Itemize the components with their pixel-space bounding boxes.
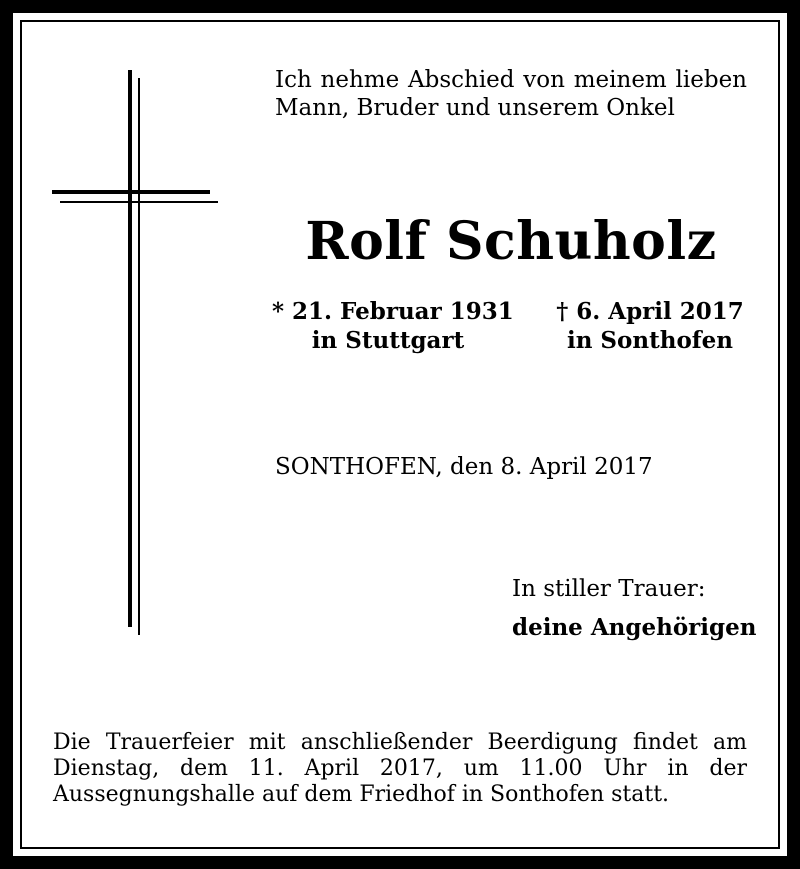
death-info bbox=[553, 297, 747, 355]
birth-info bbox=[272, 297, 514, 355]
cross-horizontal-shadow bbox=[60, 201, 218, 203]
cross-horizontal-bar bbox=[52, 190, 210, 194]
cross-vertical-bar bbox=[128, 70, 132, 627]
mourning-label: In stiller Trauer: bbox=[512, 576, 706, 602]
birth-place: in Stuttgart bbox=[311, 327, 465, 354]
birth-date: * 21. Februar 1931 bbox=[272, 298, 514, 325]
death-date: † 6. April 2017 bbox=[556, 298, 744, 325]
inner-border bbox=[20, 20, 780, 849]
death-place: in Sonthofen bbox=[566, 327, 734, 354]
deceased-name: Rolf Schuholz bbox=[305, 211, 717, 272]
mourners-signature: deine Angehörigen bbox=[512, 614, 757, 641]
funeral-notice: Die Trauerfeier mit anschließender Beerdigung findet am Dienstag, dem 11. April 2017, um 11.00 Uhr in der Aussegnungshalle auf dem Friedhof in Sonthofen statt. bbox=[53, 730, 747, 807]
farewell-text: Ich nehme Abschied von meinem lieben Mann, Bruder und unserem Onkel bbox=[275, 67, 747, 121]
place-and-date: SONTHOFEN, den 8. April 2017 bbox=[275, 454, 653, 480]
cross-vertical-shadow bbox=[138, 78, 140, 635]
